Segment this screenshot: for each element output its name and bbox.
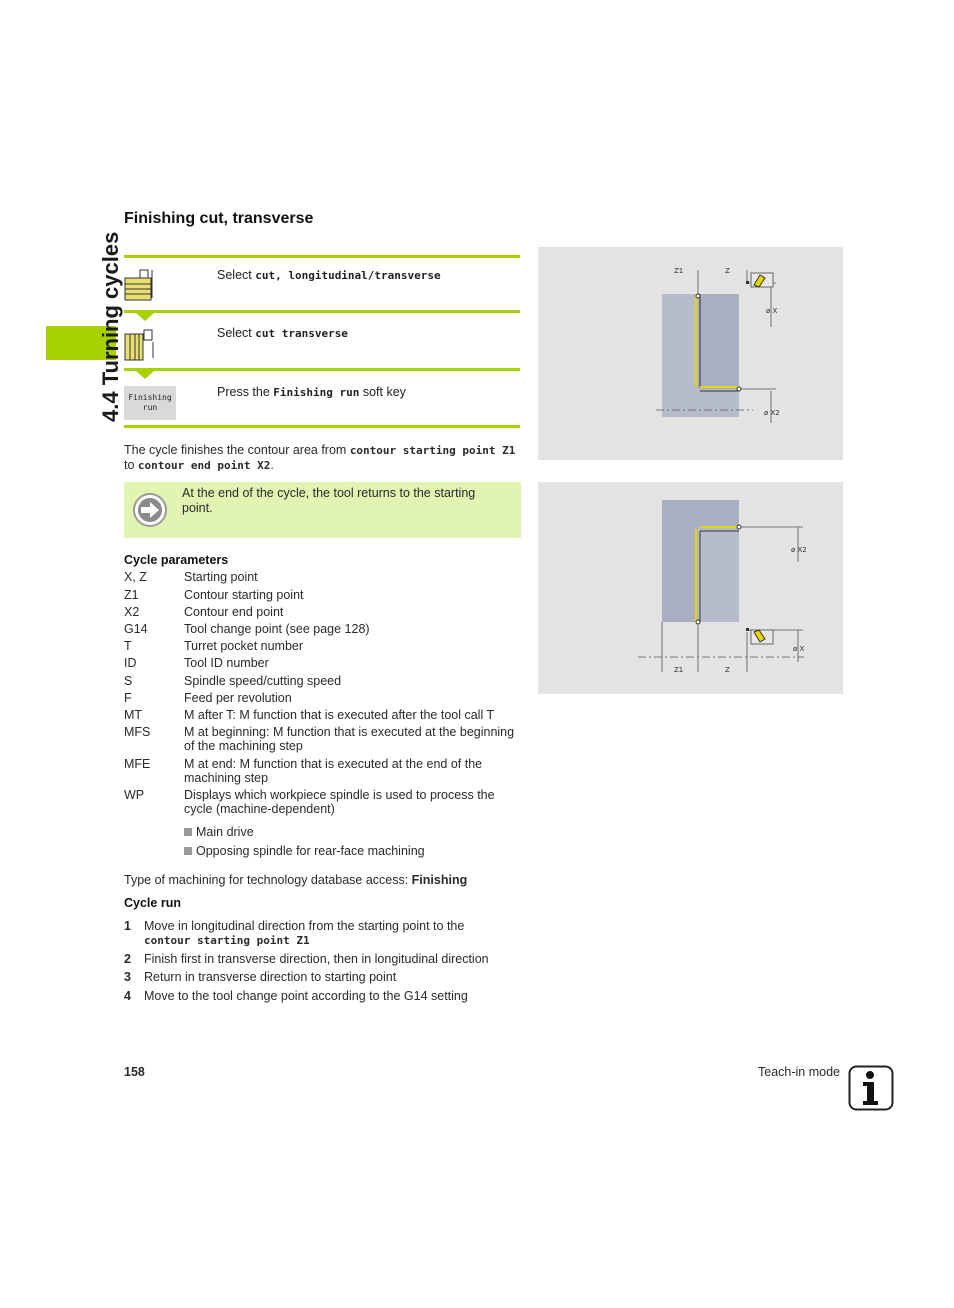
bullet-square-icon (184, 828, 192, 836)
cut-transverse-icon (124, 328, 156, 362)
svg-text:Z1: Z1 (674, 267, 684, 275)
step-3-text: Press the Finishing run soft key (217, 385, 406, 399)
svg-text:ø X2: ø X2 (764, 409, 780, 417)
wp-option: Opposing spindle for rear-face machining (184, 844, 425, 858)
wp-option: Main drive (184, 825, 254, 839)
step-divider (124, 368, 520, 371)
intro-paragraph: The cycle finishes the contour area from contour starting point Z1 to contour end point X2. (124, 443, 516, 472)
step-1-text: Select cut, longitudinal/transverse (217, 268, 441, 282)
page-number: 158 (124, 1065, 145, 1079)
info-icon (848, 1065, 894, 1114)
finishing-run-softkey[interactable]: Finishing run (124, 386, 176, 420)
figure-transverse-cut-1 (538, 247, 843, 460)
svg-text:ø X2: ø X2 (791, 546, 807, 554)
cycle-run-heading: Cycle run (124, 896, 181, 910)
svg-text:ø X: ø X (766, 307, 778, 315)
bullet-square-icon (184, 847, 192, 855)
svg-text:Z: Z (725, 267, 730, 275)
footer-section-title: Teach-in mode (758, 1065, 840, 1079)
cut-longitudinal-transverse-icon (124, 268, 156, 302)
step-divider (124, 425, 520, 428)
step-divider (124, 310, 520, 313)
figure-transverse-cut-2 (538, 482, 843, 694)
svg-text:ø X: ø X (793, 645, 805, 653)
step-arrow-icon (136, 313, 154, 321)
section-heading: Finishing cut, transverse (124, 210, 314, 227)
svg-text:Z1: Z1 (674, 666, 684, 674)
note-box (124, 482, 521, 538)
tech-db-line: Type of machining for technology database access: Finishing (124, 873, 468, 887)
step-divider (124, 255, 520, 258)
step-arrow-icon (136, 371, 154, 379)
note-text: At the end of the cycle, the tool returns to the starting point. (182, 486, 476, 515)
arrow-right-icon (132, 492, 168, 531)
cycle-parameters-heading: Cycle parameters (124, 553, 229, 567)
chapter-title: 4.4 Turning cycles (98, 231, 123, 422)
svg-text:Z: Z (725, 666, 730, 674)
step-2-text: Select cut transverse (217, 326, 348, 340)
